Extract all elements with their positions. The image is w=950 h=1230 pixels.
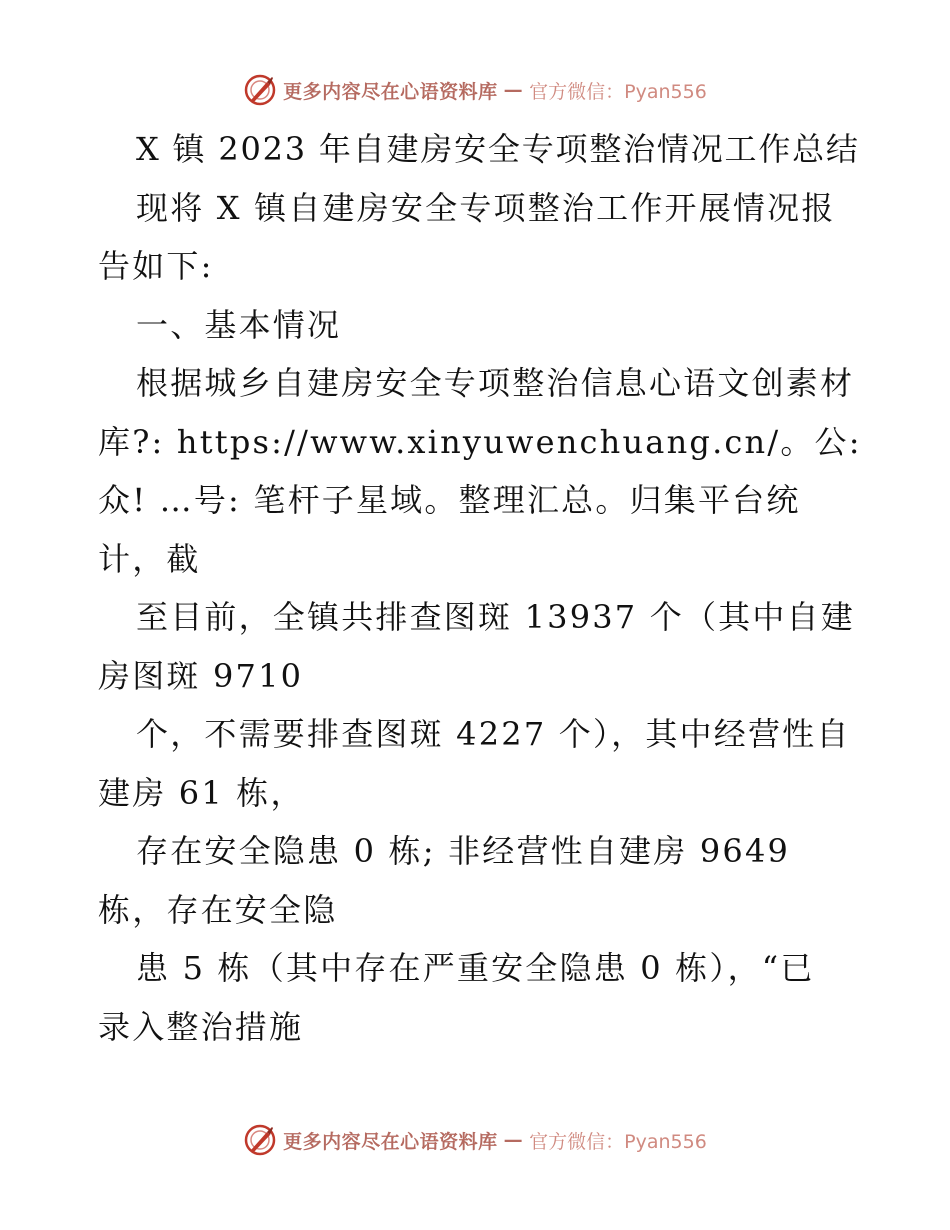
paragraph-line: 录入整治措施 [98, 1007, 304, 1046]
banner-slogan: 更多内容尽在心语资料库 [283, 1130, 498, 1153]
paragraph-line: 计，截 [98, 539, 201, 578]
paragraph-line: 个，不需要排查图斑 4227 个），其中经营性自 [136, 715, 851, 753]
banner-contact: 官方微信：Pyan556 [529, 80, 707, 103]
banner-contact: 官方微信：Pyan556 [529, 1130, 707, 1153]
paragraph-line: 存在安全隐患 0 栋; 非经营性自建房 9649 [136, 832, 791, 870]
header-banner [0, 70, 950, 110]
document-title: X 镇 2023 年自建房安全专项整治情况工作总结 [136, 130, 860, 168]
paragraph-line: 栋，存在安全隐 [98, 890, 338, 929]
quill-logo-icon [243, 73, 277, 107]
paragraph-line: 根据城乡自建房安全专项整治信息心语文创素材 [136, 364, 855, 402]
paragraph-line: 告如下: [98, 247, 214, 285]
paragraph-line: 现将 X 镇自建房安全专项整治工作开展情况报 [136, 188, 836, 227]
banner-dash: — [503, 1129, 524, 1151]
banner-dash: — [503, 79, 524, 101]
paragraph-line: 至目前，全镇共排查图斑 13937 个（其中自建 [136, 598, 855, 636]
section-heading: 一、基本情况 [136, 305, 342, 344]
quill-logo-icon [243, 1123, 277, 1157]
paragraph-line: 库?: https://www.xinyuwenchuang.cn/。公: [98, 422, 862, 461]
paragraph-line: 建房 61 栋， [98, 773, 305, 812]
banner-slogan: 更多内容尽在心语资料库 [283, 80, 498, 103]
paragraph-line: 房图斑 9710 [98, 656, 304, 695]
document-body [98, 120, 862, 1056]
footer-banner [0, 1120, 950, 1160]
paragraph-line: 患 5 栋（其中存在严重安全隐患 0 栋），“已 [136, 949, 815, 987]
paragraph-line: 众! …号: 笔杆子星域。整理汇总。归集平台统 [98, 481, 801, 519]
